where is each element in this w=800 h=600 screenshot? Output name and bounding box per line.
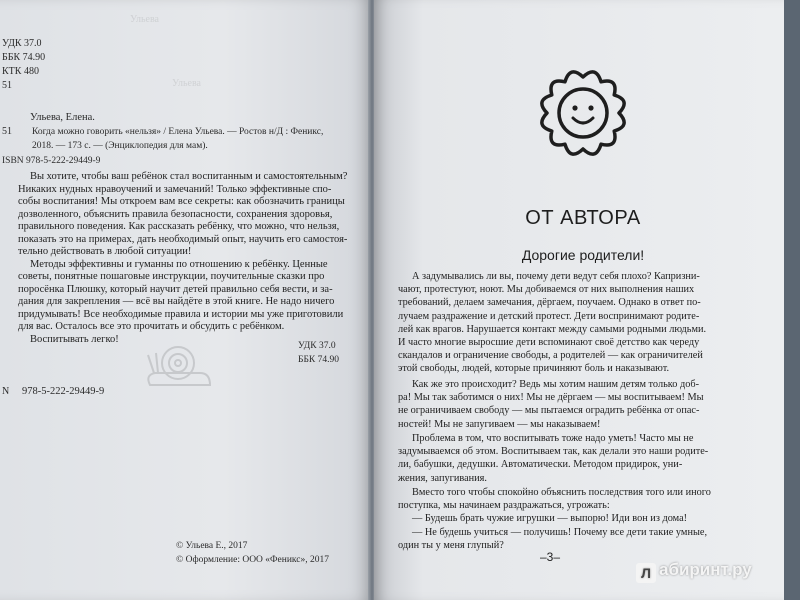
biblio-line: Когда можно говорить «нельзя» / Елена Ульева. — Ростов н/Д : Феникс,	[32, 127, 324, 137]
dialogue-line: — Не будешь учиться — получишь! Почему все дети такие умные,	[412, 526, 708, 538]
paragraph-line: ли, бабушки, дедушки. Автоматически. Методом придирок, уни-	[398, 459, 683, 471]
annotation-line: советы, понятные пошаговые инструкции, поучительные сказки про	[18, 271, 325, 282]
author-index: 51	[2, 126, 12, 137]
paragraph-line: лей как врагов. Нарушается контакт между самыми родными людьми.	[398, 323, 707, 335]
paragraph-line: один ты у меня глупый?	[398, 539, 504, 551]
isbn-line: ISBN 978-5-222-29449-9	[2, 156, 101, 166]
udk-code: УДК 37.0	[2, 38, 42, 49]
annotation-line: правильного поведения. Как рассказать ребёнку, что можно, что нельзя,	[18, 221, 340, 232]
snail-icon	[140, 335, 220, 395]
paragraph-line: ностей! Мы не запугиваем — мы наказываем!	[398, 418, 601, 430]
author-sign: 51	[2, 80, 12, 91]
paragraph-line: не ограничиваем свободу — мы пытаемся оградить ребёнка от опас-	[398, 405, 700, 417]
paragraph-line: Как же это происходит? Ведь мы хотим нашим детям только доб-	[412, 379, 700, 390]
annotation-line: Никаких нудных нравоучений и замечаний! Только эффективные спо-	[18, 183, 332, 195]
annotation-line: придумывать! Все необходимые правила и истории мы уже приготовили	[18, 308, 344, 320]
annotation-line: показать это на примерах, дать необходимый опыт, научить его самостоя-	[18, 233, 348, 245]
annotation-line: собы воспитания! Мы откроем вам все секреты: как обозначить границы	[18, 196, 345, 207]
paragraph-line: жения, запугивания.	[398, 472, 487, 484]
paragraph-line: А задумывались ли вы, почему дети ведут себя плохо? Капризни-	[412, 271, 700, 282]
isbn-bottom: 978-5-222-29449-9	[22, 386, 105, 397]
annotation	[2, 171, 347, 346]
paragraph-line: ра! Мы так заботимся о них! Мы не дёргаем — мы воспитываем! Мы	[398, 392, 704, 404]
bbk-code: ББК 74.90	[2, 52, 46, 63]
paragraph-line: скандалов и ограничение свободы, а родителей — как ограничителей	[398, 350, 703, 362]
dialogue-line: — Будешь брать чужие игрушки — выпорю! Иди вон из дома!	[412, 513, 688, 525]
author-name: Ульева, Елена.	[30, 112, 95, 123]
paragraph-line: лучаем раздражение и детский протест. Дети воспринимают родите-	[398, 310, 700, 322]
annotation-line: тельно действовать в любой ситуации!	[18, 246, 192, 257]
paragraph	[398, 270, 706, 376]
annotation-line: Методы эффективны и гуманны по отношению к ребёнку. Ценные	[30, 258, 328, 270]
bleed-through-text: Ульева	[130, 14, 159, 25]
chapter-title: ОТ АВТОРА	[525, 207, 641, 229]
smiling-sun-icon	[528, 58, 638, 168]
paragraph-line: этой свободы, людей, которые причиняют боль и наказывают.	[398, 363, 670, 375]
ktk-code: КТК 480	[2, 66, 39, 77]
paragraph	[398, 432, 708, 485]
annotation-line: Вы хотите, чтобы ваш ребёнок стал воспитанным и самостоятельным?	[30, 171, 348, 182]
copyright-line: © Оформление: ООО «Феникс», 2017	[176, 555, 330, 565]
labirint-logo: Л	[636, 563, 656, 583]
biblio-line: 2018. — 173 с. — (Энциклопедия для мам).	[32, 141, 208, 151]
paragraph-line: чают, протестуют, ноют. Мы добиваемся от них выполнения наших	[398, 284, 695, 296]
annotation-line: поросёнка Плюшку, который научит детей правильно себя вести, и за-	[18, 283, 333, 295]
bleed-through-text: Ульева	[172, 78, 201, 89]
paragraph-line: Проблема в том, что воспитывать тоже надо уметь! Часто мы не	[412, 433, 694, 444]
page-number: –3–	[540, 550, 561, 564]
annotation-line: для вас. Осталось все это прочитать и обсудить с ребёнком.	[18, 321, 285, 332]
annotation-line: дозволенного, объяснить правила безопасности, сохранения здоровья,	[18, 208, 333, 220]
watermark-text: абиринт.ру	[659, 560, 752, 579]
paragraph	[398, 486, 711, 552]
annotation-line: дания для закрепления — всё вы найдёте в этой книге. Не надо ничего	[18, 296, 335, 307]
paragraph-line: И часто многие выросшие дети вспоминают своё детство как череду	[398, 337, 700, 349]
isbn-bottom-marker: N	[2, 386, 10, 397]
paragraph-line: требований, делаем замечания, дёргаем, поучаем. Однако в ответ по-	[398, 297, 701, 309]
udk-bottom: УДК 37.0	[298, 341, 336, 351]
copyright-line: © Ульева Е., 2017	[176, 541, 248, 551]
paragraph-line: задумываемся об этом. Воспитываем так, как делали это наши родите-	[398, 446, 709, 458]
greeting: Дорогие родители!	[521, 247, 645, 263]
paragraph-line: Вместо того чтобы спокойно объяснить последствия того или иного	[412, 487, 711, 498]
paragraph	[398, 378, 704, 431]
watermark	[636, 560, 752, 583]
bbk-bottom: ББК 74.90	[298, 355, 339, 365]
paragraph-line: поступка, мы начинаем раздражаться, угрожать:	[398, 500, 610, 512]
annotation-line: Воспитывать легко!	[30, 333, 119, 345]
